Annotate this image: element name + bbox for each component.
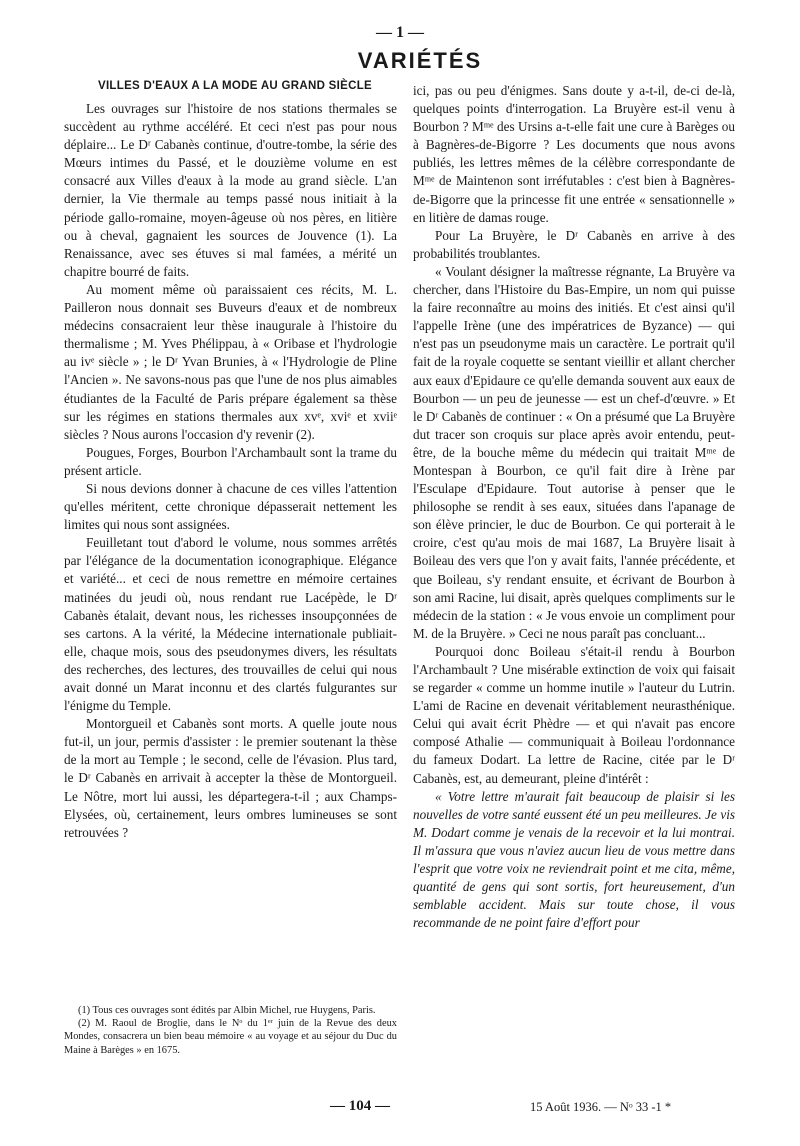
header-top-mark: — 1 —: [376, 24, 424, 41]
paragraph: « Voulant désigner la maîtresse régnante, La Bruyère va chercher, dans l'Histoire du Bas-Empire, un nom qui puisse la faire reconnaître au moins des initiés. Et c'est ainsi qu'il l'appelle Irène (une des impératrices de Byzance) — qui n'est pas un pseudonyme mais un caractère. Le portrait qu'il fait de la royale coquette se sentant vieillir et allant chercher aux eaux d'Epidaure ce qu'elle demanda souvent aux eaux de Bourbon — un peu de jeunesse — est un chef-d'œuvre. » Et le Dʳ Cabanès de continuer : « On a présumé que La Bruyère dut tracer son croquis sur place après avoir entendu, peut-être, de la bouche même du médecin qui traitait Mᵐᵉ de Montespan à Bourbon, ce qu'il fait dire à Irène par l'Esculape d'Epidaure. Tout autorise à penser que le philosophe se rendit à ses eaux, situées dans l'apanage de son élève princier, le duc de Bourbon. Ce qui porterait à le croire, c'est qu'au mois de mai 1687, La Bruyère lisait à Boileau des vers que l'on y avait faits, l'année précédente, et que Boileau, s'y rendant ensuite, et écrivant de Bourbon à son ami Racine, lui disait, après quelques compliments sur le médecin de la station : « Je vous envoie un compliment pour M. de la Bruyère. » Ceci ne nous paraît pas concluant...: [413, 263, 735, 641]
paragraph: Pour La Bruyère, le Dʳ Cabanès en arrive à des probabilités troublantes.: [413, 227, 735, 261]
page-number: — 104 —: [330, 1098, 390, 1114]
section-title: VARIÉTÉS: [357, 48, 483, 73]
paragraph: Pourquoi donc Boileau s'était-il rendu à Bourbon l'Archambault ? Une misérable extinction de voix qui faisait se regarder « comme un homme inutile » l'auteur du Lutrin. L'ami de Racine en devenait véritablement neurasthénique. Celui qui avait écrit Phèdre — et qui n'avait pas encore composé Athalie — communiquait à Boileau l'ordonnance du fameux Dodart. La lettre de Racine, citée par le Dʳ Cabanès, est, au demeurant, pleine d'intérêt :: [413, 643, 735, 786]
paragraph: Montorgueil et Cabanès sont morts. A quelle joute nous fut-il, un jour, permis d'assister : le premier soutenant la thèse de la mort au Temple ; le second, celle de l'évasion. Plus tard, le Dʳ Cabanès en arrivait à accepter la thèse de Montorgueil. Le Nôtre, mort lui aussi, les départegera-t-il ; aux Champs-Elysées, où, certainement, leurs ombres lumineuses se sont retrouvées ?: [64, 716, 397, 840]
paragraph: Pougues, Forges, Bourbon l'Archambault sont la trame du présent article.: [64, 444, 397, 478]
article-title: VILLES D'EAUX A LA MODE AU GRAND SIÈCLE: [97, 80, 373, 92]
issue-date: 15 Août 1936. — Nᵒ 33 -1 *: [530, 1100, 672, 1114]
footnote: (2) M. Raoul de Broglie, dans le Nᵒ du 1ᵉʳ juin de la Revue des deux Mondes, consacrera un bien beau mémoire « au voyage et au séjour du Duc du Maine à Barèges » en 1675.: [64, 1018, 397, 1056]
footnotes: [64, 1004, 397, 1057]
right-column: [413, 82, 735, 932]
paragraph: ici, pas ou peu d'énigmes. Sans doute y a-t-il, de-ci de-là, quelques points d'interrogation. La Bruyère est-il venu à Bourbon ? Mᵐᵉ des Ursins a-t-elle fait une cure à Barèges ou à Bagnères-de-Bigorre ? Les documents que nous avons publiés, les lettres mêmes de la célèbre correspondante de Mᵐᵉ de Maintenon sont irréfutables : c'est bien à Bagnères-de-Bigorre que la princesse fit une entrée « sensationnelle » en litière de damas rouge.: [413, 83, 735, 225]
paragraph: Au moment même où paraissaient ces récits, M. L. Pailleron nous donnait ses Buveurs d'eaux et de nombreux médecins consacraient leur thèse inaugurale à l'histoire du thermalisme ; M. Yves Phélippau, à « Oribase et l'hydrologie au ivᵉ siècle » ; le Dʳ Yvan Brunies, à « l'Hydrologie de Pline l'Ancien ». Ne savons-nous pas que l'une de nos plus aimables étudiantes de la Faculté de Paris prépare également sa thèse sur les régimes en stations thermales aux xvᵉ, xviᵉ et xviiᵉ siècles ? Nous aurons l'occasion d'y revenir (2).: [64, 281, 397, 442]
quote-paragraph: « Votre lettre m'aurait fait beaucoup de plaisir si les nouvelles de votre santé eussent été un peu meilleures. Je vis M. Dodart comme je venais de la recevoir et la lui montrai. Il m'assura que vous n'aviez aucun lieu de vous mettre dans l'esprit que votre voix ne reviendrait point et me cita, même, quantité de gens qui sont sortis, fort heureusement, d'un semblable accident. Mais sur toute chose, il vous recommande de ne point faire d'effort pour: [413, 788, 735, 931]
paragraph: Feuilletant tout d'abord le volume, nous sommes arrêtés par l'élégance de la documentation iconographique. Elégance et variété... et ceci de nous remettre en mémoire certaines matinées du jeudi où, nous rendant rue Lacépède, le Dʳ Cabanès étalait, devant nous, les richesses insoupçonnées de ses cartons. A la vérité, la Médecine internationale publiait-elle, chaque mois, sous des pseudonymes divers, les résultats des recherches, des lectures, des trouvailles de celui qui nous avait donné un Marat inconnu et des clartés fulgurantes sur l'énigme du Temple.: [64, 535, 397, 714]
paragraph: Les ouvrages sur l'histoire de nos stations thermales se succèdent au rythme accéléré. Et ceci n'est pas pour nous déplaire... Le Dʳ Cabanès continue, d'outre-tombe, la série des Mœurs intimes du Passé, et le douzième volume en est consacré aux Villes d'eaux à la mode au grand siècle. L'an dernier, la Vie thermale au temps passé nous initiait à la période gallo-romaine, moyen-âgeuse où nos pères, en litière ou à cheval, gagnaient les sources de Jouvence (1). La Renaissance, avec ses étuves si mal famées, a mérité un chapitre bourré de faits.: [64, 101, 397, 279]
left-column: [64, 100, 397, 842]
page-footer: [0, 1098, 800, 1118]
footnote: (1) Tous ces ouvrages sont édités par Albin Michel, rue Huygens, Paris.: [78, 1005, 376, 1016]
paragraph: Si nous devions donner à chacune de ces villes l'attention qu'elles méritent, cette chronique dépasserait nettement les limites qui nous sont assignées.: [64, 480, 397, 533]
